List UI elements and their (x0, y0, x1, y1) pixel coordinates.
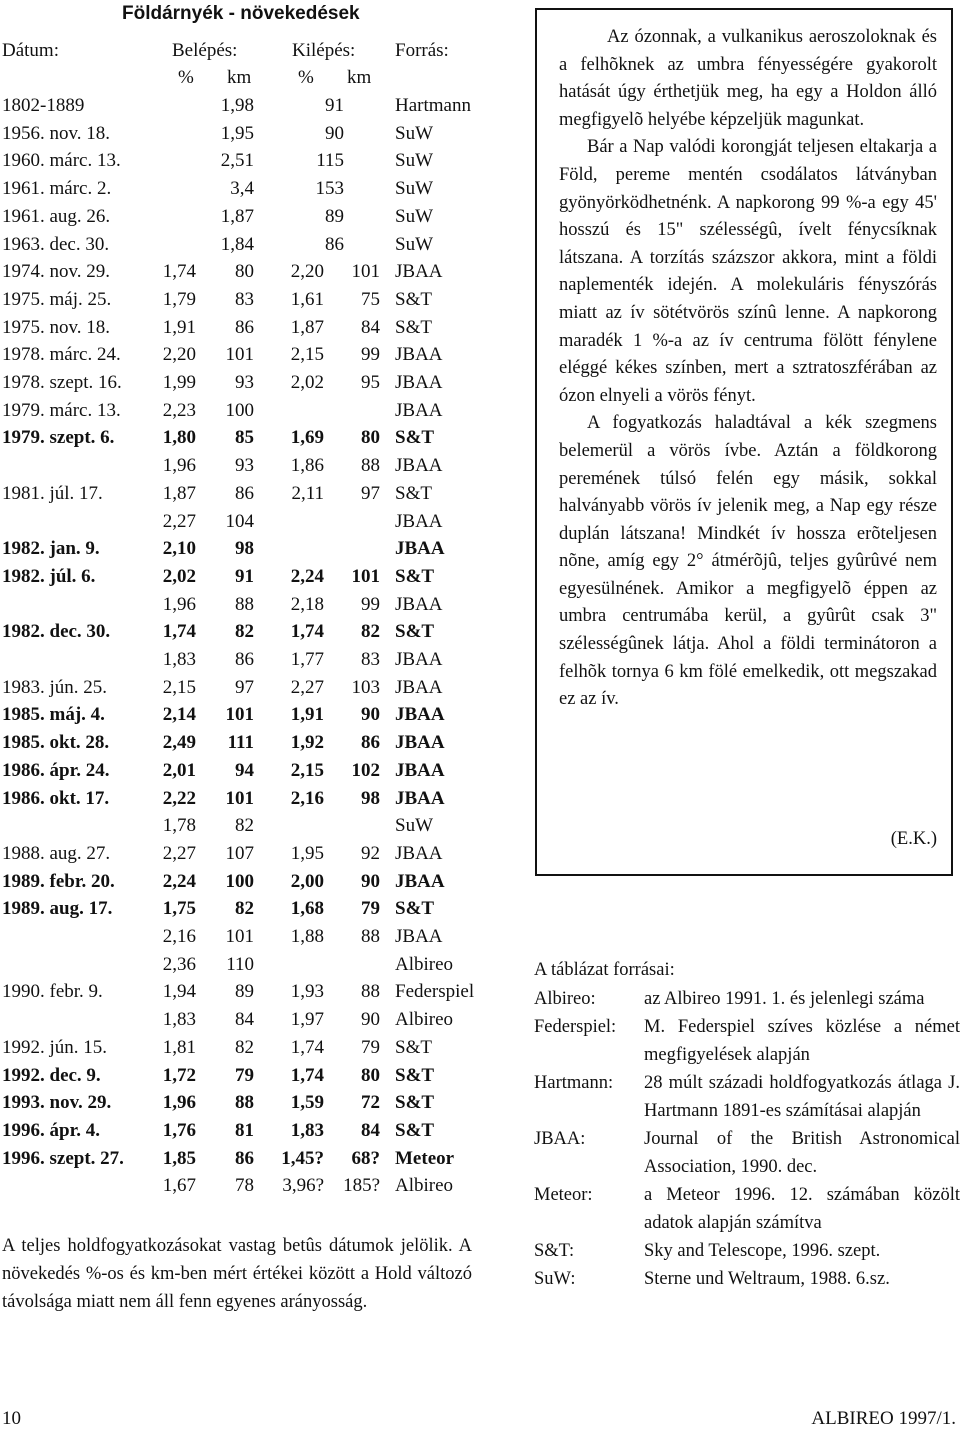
cell-in-km: 81 (235, 1119, 254, 1141)
cell-out-pct: 1,59 (290, 1092, 324, 1114)
cell-source: S&T (395, 1092, 435, 1114)
cell-in-km: 110 (226, 953, 254, 975)
cell-out-pct: 1,83 (290, 1119, 324, 1141)
cell-in-pct: 1,96 (162, 593, 196, 615)
cell-out-pct: 1,68 (290, 898, 324, 920)
cell-in-km: 97 (235, 676, 254, 698)
source-key: Albireo: (534, 989, 596, 1009)
cell-date: 1990. febr. 9. (2, 981, 103, 1003)
source-item (534, 1013, 960, 1069)
cell-in-km: 107 (225, 842, 254, 864)
cell-in-km: 82 (235, 1036, 254, 1058)
cell-out-km: 88 (361, 926, 380, 947)
source-item (534, 1181, 960, 1237)
cell-date: 1979. szept. 6. (2, 427, 115, 449)
cell-date: 1985. máj. 4. (2, 704, 105, 726)
source-item (534, 1069, 960, 1125)
cell-in-km: 93 (235, 455, 254, 477)
cell-in-km: 94 (235, 759, 254, 781)
cell-source: Albireo (395, 1009, 454, 1031)
cell-out-km: 90 (361, 870, 380, 892)
cell-out-pct: 1,61 (290, 288, 324, 310)
source-desc: Sky and Telescope, 1996. szept. (644, 1241, 881, 1261)
cell-out-km: 99 (361, 344, 380, 366)
cell-source: Federspiel (395, 981, 475, 1003)
cell-in-pct: 1,83 (162, 1009, 196, 1031)
cell-in-pct: 1,98 (220, 95, 254, 116)
cell-in-km: 104 (225, 510, 254, 532)
cell-in-km: 86 (235, 482, 254, 504)
cell-source: Albireo (395, 953, 454, 975)
header-exit: Kilépés: (292, 40, 356, 61)
cell-source: JBAA (395, 704, 445, 726)
cell-in-pct: 1,78 (162, 815, 196, 837)
cell-source: JBAA (395, 344, 443, 366)
cell-out-pct: 86 (325, 233, 344, 255)
cell-source: SuW (395, 122, 433, 144)
cell-out-km: 90 (361, 704, 380, 726)
cell-out-km: 98 (361, 787, 380, 809)
cell-source: S&T (395, 621, 435, 643)
cell-out-km: 80 (361, 427, 380, 449)
cell-out-km: 84 (361, 316, 380, 338)
cell-source: JBAA (395, 842, 443, 864)
cell-in-km: 101 (225, 787, 254, 809)
cell-in-pct: 2,27 (162, 510, 196, 532)
cell-in-pct: 2,27 (162, 842, 196, 864)
cell-out-pct: 1,69 (290, 427, 324, 449)
cell-source: JBAA (395, 787, 445, 809)
source-key: Federspiel: (534, 1017, 617, 1037)
cell-date: 1975. máj. 25. (2, 288, 112, 310)
unit-exit-pct: % (298, 67, 314, 88)
ozone-sidebar-box (535, 8, 953, 876)
cell-date: 1981. júl. 17. (2, 482, 103, 504)
cell-in-km: 84 (235, 1009, 254, 1031)
cell-in-pct: 1,91 (162, 316, 196, 338)
cell-in-pct: 2,14 (162, 704, 196, 726)
header-entry: Belépés: (172, 40, 238, 61)
cell-in-pct: 2,36 (162, 953, 196, 975)
cell-out-pct: 2,15 (290, 344, 324, 366)
cell-in-pct: 1,76 (162, 1119, 196, 1141)
cell-out-km: 88 (361, 981, 380, 1003)
cell-in-km: 89 (235, 981, 254, 1003)
cell-source: JBAA (395, 261, 443, 283)
cell-out-pct: 1,95 (290, 842, 324, 864)
cell-out-pct: 2,11 (291, 482, 324, 504)
cell-source: S&T (395, 1064, 435, 1086)
cell-in-pct: 2,02 (162, 565, 196, 587)
cell-out-pct: 1,86 (290, 455, 324, 477)
cell-out-pct: 89 (325, 205, 344, 227)
cell-source: JBAA (395, 649, 443, 670)
cell-in-pct: 2,49 (162, 732, 196, 754)
cell-in-pct: 3,4 (230, 178, 254, 200)
cell-date: 1993. nov. 29. (2, 1092, 112, 1114)
cell-out-km: 68? (351, 1147, 380, 1169)
cell-date: 1956. nov. 18. (2, 122, 111, 144)
publication-footer: ALBIREO 1997/1. (811, 1408, 956, 1429)
cell-source: S&T (395, 1119, 435, 1141)
cell-date: 1982. júl. 6. (2, 565, 96, 587)
cell-date: 1982. dec. 30. (2, 621, 111, 643)
cell-date: 1986. okt. 17. (2, 787, 110, 809)
source-key: Meteor: (534, 1185, 593, 1205)
cell-in-pct: 2,10 (162, 538, 196, 560)
cell-out-km: 185? (343, 1175, 380, 1197)
cell-in-km: 82 (235, 621, 254, 643)
cell-date: 1982. jan. 9. (2, 538, 100, 560)
cell-in-km: 101 (225, 344, 254, 366)
source-desc: Journal of the British Astronomical Association, 1990. dec. (644, 1129, 960, 1177)
box-paragraph: A fogyatkozás haladtával a kék szegmens belemerül a vörös ívbe. Aztán a földkorong peremének túlsó felén egy másik, sokkal halványabb vörös ív jelenik meg, a Nap egy része duplán látszana! Mindkét ív hossza erõteljesen nõne, amíg egy 2° átmérõjû, teljes gyûrûvé nem egyesülnének. Amikor a megfigyelõ éppen az umbra centrumába kerül, a gyûrût csak 3" szélességûnek látja. Ahol a földi terminátoron a felhõk tornya 6 km fölé emelkedik, ott megszakad ez az ív. (559, 413, 937, 710)
cell-out-km: 79 (361, 898, 380, 920)
cell-out-pct: 3,96? (282, 1175, 324, 1197)
cell-date: 1961. aug. 26. (2, 205, 111, 227)
cell-date: 1996. szept. 27. (2, 1147, 124, 1169)
cell-out-pct: 1,74 (290, 1064, 324, 1086)
cell-date: 1992. dec. 9. (2, 1064, 101, 1086)
cell-source: JBAA (395, 593, 443, 615)
cell-out-pct: 2,20 (290, 261, 324, 283)
header-source: Forrás: (395, 40, 449, 61)
cell-date: 1985. okt. 28. (2, 732, 110, 754)
source-item (534, 1125, 960, 1181)
cell-in-km: 86 (235, 649, 254, 670)
source-key: S&T: (534, 1241, 575, 1261)
cell-source: SuW (395, 815, 433, 837)
cell-source: S&T (395, 565, 435, 587)
cell-out-km: 90 (361, 1009, 380, 1031)
cell-source: SuW (395, 178, 433, 200)
cell-source: JBAA (395, 676, 443, 698)
cell-source: S&T (395, 1036, 432, 1058)
cell-date: 1960. márc. 13. (2, 150, 121, 172)
header-date: Dátum: (2, 40, 59, 61)
table-note: A teljes holdfogyatkozásokat vastag betûs dátumok jelölik. A növekedés %-os és km-ben mért értékei között a Hold változó távolsága miatt nem áll fenn egyenes arányosság. (2, 1236, 472, 1312)
cell-date: 1989. aug. 17. (2, 898, 113, 920)
cell-source: SuW (395, 150, 433, 172)
cell-out-pct: 1,74 (290, 621, 324, 643)
cell-out-pct: 2,27 (290, 676, 324, 698)
cell-in-km: 88 (235, 1092, 254, 1114)
cell-date: 1963. dec. 30. (2, 233, 110, 255)
cell-in-km: 82 (235, 815, 254, 837)
cell-in-pct: 1,95 (220, 122, 254, 144)
cell-in-km: 85 (235, 427, 254, 449)
source-key: JBAA: (534, 1129, 586, 1149)
table-title: Földárnyék - növekedések (122, 3, 360, 24)
cell-out-km: 75 (361, 288, 380, 310)
cell-out-pct: 2,02 (290, 372, 324, 393)
cell-date: 1986. ápr. 24. (2, 759, 110, 781)
cell-in-km: 98 (235, 538, 254, 560)
cell-out-pct: 2,24 (290, 565, 324, 587)
cell-in-pct: 2,01 (162, 759, 196, 781)
cell-in-pct: 2,24 (162, 870, 196, 892)
cell-source: S&T (395, 482, 432, 504)
cell-out-km: 101 (351, 565, 380, 587)
cell-source: JBAA (395, 399, 443, 421)
cell-source: JBAA (395, 926, 443, 947)
cell-date: 1989. febr. 20. (2, 870, 115, 892)
cell-in-pct: 1,84 (220, 233, 254, 255)
cell-in-pct: 2,15 (162, 676, 196, 698)
box-signature: (E.K.) (890, 829, 937, 849)
cell-in-km: 86 (235, 1147, 254, 1169)
cell-in-pct: 2,22 (162, 787, 196, 809)
cell-source: JBAA (395, 510, 443, 532)
cell-out-km: 84 (361, 1119, 380, 1141)
source-desc: M. Federspiel szíves közlése a német megfigyelések alapján (644, 1017, 960, 1065)
cell-source: S&T (395, 316, 432, 338)
cell-source: JBAA (395, 538, 445, 560)
cell-in-pct: 1,83 (162, 649, 196, 670)
cell-out-pct: 1,91 (290, 704, 324, 726)
cell-in-pct: 1,85 (162, 1147, 196, 1169)
cell-in-km: 100 (225, 399, 254, 421)
cell-out-pct: 1,97 (290, 1009, 324, 1031)
cell-in-pct: 1,75 (162, 898, 196, 920)
cell-source: JBAA (395, 372, 443, 393)
box-paragraph: Az ózonnak, a vulkanikus aeroszoloknak és a felhõknek az umbra fényességére gyakorolt hatását úgy érthetjük meg, ha egy a Holdon álló megfigyelõ helyébe képzeljük magunkat. (559, 27, 937, 130)
cell-in-km: 111 (227, 732, 254, 754)
cell-in-pct: 1,74 (162, 621, 196, 643)
cell-in-pct: 2,20 (162, 344, 196, 366)
cell-out-pct: 1,93 (290, 981, 324, 1003)
source-desc: Sterne und Weltraum, 1988. 6.sz. (644, 1269, 890, 1289)
cell-in-pct: 2,23 (162, 399, 196, 421)
unit-entry-km: km (227, 67, 252, 88)
cell-out-pct: 1,87 (290, 316, 324, 338)
cell-source: JBAA (395, 732, 445, 754)
source-item (534, 1237, 960, 1265)
cell-in-pct: 2,51 (220, 150, 254, 172)
source-desc: a Meteor 1996. 12. számában közölt adatok alapján számítva (644, 1185, 960, 1233)
cell-in-km: 91 (235, 565, 254, 587)
cell-out-km: 99 (361, 593, 380, 615)
cell-out-pct: 2,18 (290, 593, 324, 615)
cell-in-pct: 1,96 (162, 1092, 196, 1114)
cell-out-km: 103 (351, 676, 380, 698)
source-desc: az Albireo 1991. 1. és jelenlegi száma (644, 989, 925, 1009)
cell-source: Meteor (395, 1147, 455, 1169)
cell-in-km: 86 (235, 316, 254, 338)
cell-out-pct: 1,45? (281, 1147, 324, 1169)
unit-exit-km: km (347, 67, 372, 88)
cell-source: S&T (395, 288, 432, 310)
cell-date: 1961. márc. 2. (2, 178, 112, 200)
source-key: Hartmann: (534, 1073, 614, 1093)
page-number: 10 (2, 1408, 21, 1429)
cell-out-pct: 115 (316, 150, 344, 172)
cell-source: JBAA (395, 870, 445, 892)
unit-entry-pct: % (178, 67, 194, 88)
source-desc: 28 múlt századi holdfogyatkozás átlaga J. Hartmann 1891-es számításai alapján (644, 1073, 960, 1121)
cell-out-km: 72 (361, 1092, 380, 1114)
source-item (534, 1265, 960, 1293)
cell-date: 1802-1889 (2, 95, 85, 116)
cell-in-km: 80 (235, 261, 254, 283)
cell-out-pct: 2,16 (290, 787, 324, 809)
cell-date: 1979. márc. 13. (2, 399, 121, 421)
box-paragraph: Bár a Nap valódi korongját teljesen eltakarja a Föld, pereme mentén csodálatos látványban gyönyörködhetnénk. A napkorong 99 %-a egy 45' hosszú és 15" szélességû, ívelt fénycsíknak látszana. A torzítás százszor akkora, mint a földi naplementék idején. A molekuláris fényszórás miatt az ív sötétvörös színû lenne. A napkorong maradék 1 %-a az ív centruma fölött fénylene eléggé kékes színben, mert a sztratoszférában az ózon elnyeli a vörös fényt. (559, 137, 937, 406)
cell-in-km: 88 (235, 593, 254, 615)
cell-out-pct: 1,77 (290, 649, 324, 670)
cell-in-pct: 1,87 (220, 205, 254, 227)
cell-source: JBAA (395, 455, 443, 477)
cell-out-pct: 90 (325, 122, 344, 144)
cell-out-km: 102 (351, 759, 380, 781)
cell-out-km: 88 (361, 455, 380, 477)
cell-date: 1974. nov. 29. (2, 261, 111, 283)
cell-in-pct: 1,94 (162, 981, 196, 1003)
cell-out-km: 79 (361, 1036, 380, 1058)
cell-source: Hartmann (395, 95, 471, 116)
cell-in-pct: 1,81 (162, 1036, 196, 1058)
cell-in-pct: 1,79 (162, 288, 196, 310)
source-item (534, 985, 960, 1013)
cell-out-pct: 1,88 (290, 926, 324, 947)
cell-in-km: 82 (235, 898, 254, 920)
cell-in-km: 83 (235, 288, 254, 310)
cell-in-km: 79 (235, 1064, 254, 1086)
cell-out-km: 101 (351, 261, 380, 283)
cell-in-km: 101 (225, 704, 254, 726)
sources-title: A táblázat forrásai: (534, 960, 675, 980)
cell-out-km: 92 (361, 842, 380, 864)
cell-in-km: 100 (225, 870, 254, 892)
cell-out-pct: 153 (315, 178, 344, 200)
cell-out-km: 86 (361, 732, 380, 754)
cell-source: S&T (395, 898, 435, 920)
cell-out-km: 80 (361, 1064, 380, 1086)
cell-source: Albireo (395, 1175, 454, 1197)
cell-in-pct: 1,96 (162, 455, 196, 477)
source-key: SuW: (534, 1269, 576, 1289)
cell-in-pct: 1,67 (162, 1175, 196, 1197)
cell-in-pct: 2,16 (162, 926, 196, 947)
cell-out-km: 95 (361, 372, 380, 393)
cell-date: 1992. jún. 15. (2, 1036, 108, 1058)
cell-source: S&T (395, 427, 435, 449)
cell-date: 1975. nov. 18. (2, 316, 111, 338)
cell-in-pct: 1,87 (162, 482, 196, 504)
cell-source: JBAA (395, 759, 445, 781)
cell-in-pct: 1,72 (162, 1064, 196, 1086)
cell-out-pct: 1,92 (290, 732, 324, 754)
cell-out-pct: 2,15 (290, 759, 324, 781)
cell-out-pct: 91 (325, 95, 344, 116)
cell-date: 1996. ápr. 4. (2, 1119, 101, 1141)
cell-out-km: 82 (361, 621, 380, 643)
cell-out-km: 83 (361, 649, 380, 670)
cell-in-km: 101 (225, 926, 254, 947)
cell-source: SuW (395, 233, 433, 255)
cell-in-pct: 1,99 (162, 372, 196, 393)
cell-date: 1978. szept. 16. (2, 372, 122, 393)
cell-date: 1983. jún. 25. (2, 676, 108, 698)
cell-out-km: 97 (361, 482, 380, 504)
cell-in-km: 78 (235, 1175, 254, 1197)
cell-out-pct: 2,00 (290, 870, 324, 892)
cell-date: 1988. aug. 27. (2, 842, 111, 864)
cell-in-km: 93 (235, 372, 254, 393)
cell-out-pct: 1,74 (290, 1036, 324, 1058)
sources-list (534, 985, 960, 1293)
cell-date: 1978. márc. 24. (2, 344, 121, 366)
cell-source: SuW (395, 205, 433, 227)
cell-in-pct: 1,80 (162, 427, 196, 449)
cell-in-pct: 1,74 (162, 261, 196, 283)
